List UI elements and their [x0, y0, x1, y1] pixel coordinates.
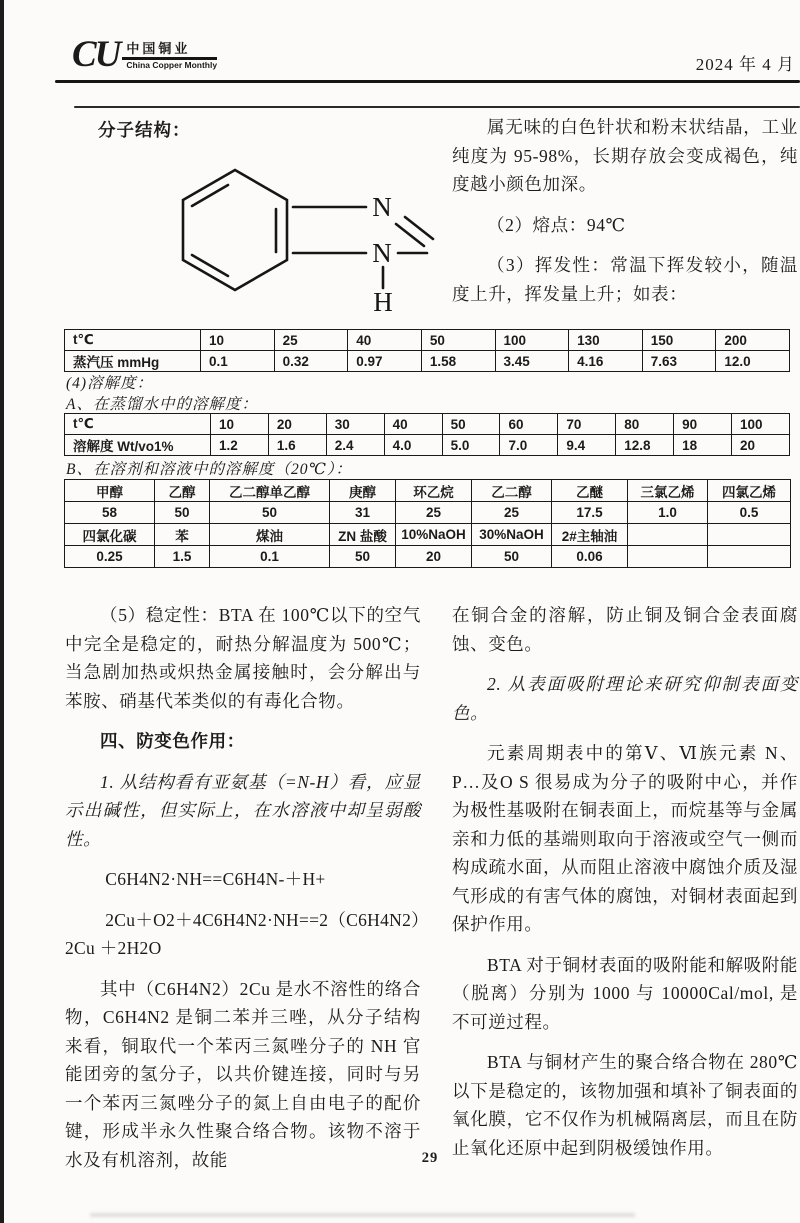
paragraph-periodic-elements: 元素周期表中的第Ⅴ、Ⅵ族元素 N、P…及O S 很易成为分子的吸附中心，并作为极性基吸附在铜表面上，而烷基等与金属亲和力低的基端则取向于溶液或空气一侧而构成疏水面，从而阻止溶液中腐蚀介质及湿气形成的有害气体的腐蚀，对铜材表面起到保护作用。 [452, 743, 798, 934]
cell: 1.2 [211, 435, 269, 456]
cell: 0.25 [65, 546, 155, 568]
caption-water-solubility: A、在蒸馏水中的溶解度： [66, 396, 258, 413]
paragraph-stability: （5）稳定性：BTA 在 100℃以下的空气中完全是稳定的，耐热分解温度为 500℃；当急剧加热或炽热金属接触时，会分解出与苯胺、硝基代苯类似的有毒化合物。 [65, 605, 421, 711]
cell: 3.45 [495, 351, 569, 372]
water-solubility-table [64, 413, 790, 456]
cell: ZN 盐酸 [330, 524, 396, 546]
cell: 130 [569, 330, 643, 351]
table-row [65, 435, 790, 456]
cell: 12.0 [716, 351, 790, 372]
cell: 庚醇 [330, 480, 396, 502]
cell: 20 [732, 435, 790, 456]
chemical-formula-2: 2Cu＋O2＋4C6H4N2·NH==2（C6H4N2）2Cu ＋2H2O [65, 909, 421, 958]
cell: 50 [421, 330, 495, 351]
cell: 30 [326, 414, 384, 435]
atom-h: H [373, 287, 393, 317]
cell: 煤油 [210, 524, 330, 546]
cell: 0.1 [201, 351, 275, 372]
cell: 乙醚 [552, 480, 628, 502]
row-label: 蒸汽压 mmHg [65, 351, 201, 372]
cell: 40 [348, 330, 422, 351]
cell: 25 [396, 502, 472, 524]
vapor-pressure-table [64, 329, 790, 372]
cell: 5.0 [442, 435, 500, 456]
cell: 100 [732, 414, 790, 435]
cell: 100 [495, 330, 569, 351]
cell: 0.97 [348, 351, 422, 372]
header-rule-top [55, 80, 800, 83]
logo-english-name: China Copper Monthly [126, 60, 218, 70]
logo-text-block [122, 42, 217, 70]
cell: 四氯乙烯 [708, 480, 791, 502]
cell: 7.0 [500, 435, 558, 456]
cell: 乙二醇 [472, 480, 552, 502]
cell: 150 [642, 330, 716, 351]
cell: 环乙烷 [396, 480, 472, 502]
cell: 50 [210, 502, 330, 524]
cell: 乙醇 [155, 480, 210, 502]
table-row [65, 414, 790, 435]
cell: 80 [616, 414, 674, 435]
paragraph-crystal-description: 属无味的白色针状和粉末状结晶，工业纯度为 95-98%，长期存放会变成褐色，纯度越小颜色加深。 [452, 117, 798, 194]
double-bond-line [192, 185, 228, 206]
paragraph-adsorption-theory-heading: 2. 从表面吸附理论来研究仰制表面变色。 [452, 674, 798, 723]
paragraph-melting-point: （2）熔点：94℃ [487, 214, 626, 235]
cell: 四氯化碳 [65, 524, 155, 546]
double-bond-line [192, 255, 228, 276]
cell: 58 [65, 502, 155, 524]
cell: 30%NaOH [472, 524, 552, 546]
table-row [65, 351, 790, 372]
heading-anti-tarnish: 四、防变色作用： [100, 731, 245, 751]
cell: 1.0 [628, 502, 708, 524]
cell: 甲醇 [65, 480, 155, 502]
cell: 31 [330, 502, 396, 524]
cell: 4.0 [384, 435, 442, 456]
cell: 25 [472, 502, 552, 524]
cell: 50 [472, 546, 552, 568]
row-label: t℃ [65, 414, 211, 435]
table-row [65, 502, 791, 524]
caption-solvent-solubility: B、在溶剂和溶液中的溶解度（20℃）： [66, 461, 353, 478]
cell: 2.4 [326, 435, 384, 456]
benzotriazole-structure-drawing [140, 145, 460, 345]
cell: 4.16 [569, 351, 643, 372]
cell: 12.8 [616, 435, 674, 456]
header-rule-bottom [74, 106, 800, 108]
table-row [65, 480, 791, 502]
scan-bottom-artifact [90, 1213, 635, 1217]
paragraph-adsorption-energy: BTA 对于铜材表面的吸附能和解吸附能（脱离）分别为 1000 与 10000Cal/mol, 是不可逆过程。 [452, 954, 798, 1032]
cell: 1.5 [155, 546, 210, 568]
cell: 90 [674, 414, 732, 435]
cell: 50 [155, 502, 210, 524]
paragraph-alloy-protection: 在铜合金的溶解，防止铜及铜合金表面腐蚀、变色。 [452, 605, 798, 654]
atom-n-top: N [372, 192, 392, 222]
cell: 10%NaOH [396, 524, 472, 546]
scan-left-edge-artifact [0, 0, 4, 1223]
china-copper-monthly-logo [72, 34, 218, 75]
cell: 0.1 [210, 546, 330, 568]
cell: 10 [211, 414, 269, 435]
cell: 0.06 [552, 546, 628, 568]
body-left-column [65, 601, 421, 1186]
atom-n-bottom: N [372, 238, 392, 268]
solvent-solubility-table [64, 479, 791, 568]
cell: 苯 [155, 524, 210, 546]
cell: 200 [716, 330, 790, 351]
table-row [65, 330, 790, 351]
cell: 40 [384, 414, 442, 435]
intro-right-column [452, 113, 798, 320]
paragraph-polymer-complex: BTA 与铜材产生的聚合络合物在 280℃以下是稳定的，该物加强和填补了铜表面的氧化膜，它不仅作为机械隔离层，而且在防止氧化还原中起到阴极缓蚀作用。 [452, 1052, 798, 1158]
page-number: 29 [421, 1150, 439, 1166]
cell [628, 524, 708, 546]
logo-chinese-name: 中国铜业 [122, 42, 217, 60]
cell: 0.5 [708, 502, 791, 524]
cell: 7.63 [642, 351, 716, 372]
cell: 25 [274, 330, 348, 351]
cell: 2#主轴油 [552, 524, 628, 546]
cell [708, 524, 791, 546]
cell: 17.5 [552, 502, 628, 524]
logo-cu-monogram: CU [72, 34, 120, 75]
cell: 20 [268, 414, 326, 435]
cell: 50 [330, 546, 396, 568]
cell: 1.58 [421, 351, 495, 372]
benzene-ring [183, 170, 287, 290]
table-row [65, 524, 791, 546]
chemical-formula-1: C6H4N2·NH==C6H4N-＋H+ [105, 869, 326, 889]
table-row [65, 546, 791, 568]
row-label: 溶解度 Wt/vo1% [65, 435, 211, 456]
cell: 乙二醇单乙醇 [210, 480, 330, 502]
cell: 60 [500, 414, 558, 435]
caption-solubility: (4)溶解度： [66, 375, 154, 392]
body-right-column [452, 601, 798, 1174]
cell: 0.32 [274, 351, 348, 372]
row-label: t℃ [65, 330, 201, 351]
cell: 三氯乙烯 [628, 480, 708, 502]
paragraph-complex-description: 其中（C6H4N2）2Cu 是水不溶性的络合物，C6H4N2 是铜二苯并三唑，从分子结构来看，铜取代一个苯丙三氮唑分子的 NH 官能团旁的氢分子，以共价键连接，同时与另一个苯丙三氮唑分子的氮上自由电子的配价键，形成半永久性聚合络合物。该物不溶于水及有机溶剂，故能 [65, 978, 421, 1170]
cell: 70 [558, 414, 616, 435]
cell [628, 546, 708, 568]
molecular-structure-label: 分子结构： [98, 120, 191, 140]
cell: 1.6 [268, 435, 326, 456]
paragraph-imino-group: 1. 从结构看有亚氨基（=N-H）看，应显示出碱性，但实际上，在水溶液中却呈弱酸性。 [65, 771, 421, 849]
cell [708, 546, 791, 568]
cell: 9.4 [558, 435, 616, 456]
cell: 50 [442, 414, 500, 435]
paragraph-volatility: （3）挥发性：常温下挥发较小，随温度上升，挥发量上升；如表： [452, 255, 798, 304]
cell: 20 [396, 546, 472, 568]
issue-date: 2024 年 4 月 [695, 55, 795, 74]
cell: 18 [674, 435, 732, 456]
cell: 10 [201, 330, 275, 351]
